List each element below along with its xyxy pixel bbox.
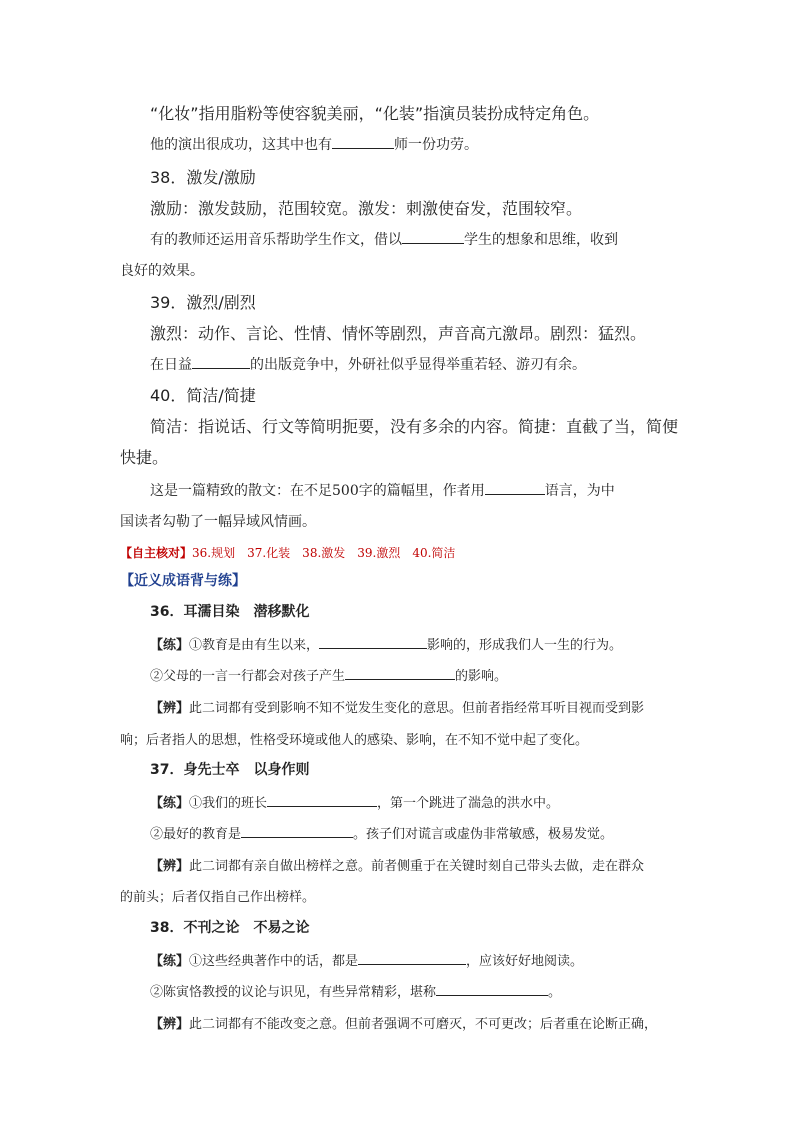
sentence-part: 在日益: [150, 357, 192, 373]
sentence-part: ，第一个跳进了湍急的洪水中。: [377, 796, 560, 811]
self-check-values: 36.规划 37.化装 38.激发 39.激烈 40.简洁: [192, 546, 456, 560]
practice-line: [150, 981, 561, 1000]
idiom-heading-38: 38．不刊之论 不易之论: [150, 920, 310, 936]
exercise-sentence-continued: 国读者勾勒了一幅异域风情画。: [120, 514, 316, 530]
heading-40: 40．简洁/简捷: [150, 386, 256, 405]
heading-39: 39．激烈/剧烈: [150, 293, 256, 312]
practice-tag: 【练】: [150, 638, 190, 653]
sentence-part: 。孩子们对谎言或虚伪非常敏感，极易发觉。: [353, 827, 614, 842]
self-check-label: 【自主核对】: [120, 546, 193, 560]
paragraph-huazhuang-definition: “化妆”指用脂粉等使容貌美丽，“化装”指演员装扮成特定角色。: [150, 104, 600, 123]
blank-line: [332, 134, 394, 149]
sentence-part: 的出版竞争中，外研社似乎显得举重若轻、游刃有余。: [250, 357, 586, 373]
blank-line: [402, 229, 464, 244]
distinction-tag: 【辨】: [150, 701, 190, 716]
sentence-part: ②最好的教育是: [150, 827, 242, 842]
definition-jilie-julie: 激烈：动作、言论、性情、情怀等剧烈，声音高亢激昂。剧烈：猛烈。: [150, 324, 647, 343]
practice-line: [150, 823, 613, 842]
sentence-part: ①这些经典著作中的话，都是: [189, 954, 359, 969]
sentence-part: 他的演出很成功，这其中也有: [150, 137, 332, 153]
distinction-line-continued: 响；后者指人的思想，性格受环境或他人的感染、影响，在不知不觉中起了变化。: [120, 733, 589, 748]
sentence-part: ①教育是由有生以来，: [189, 638, 320, 653]
heading-38: 38．激发/激励: [150, 168, 256, 187]
blank-line: [358, 950, 466, 965]
exercise-sentence: [150, 354, 586, 374]
self-check-answers: [120, 542, 455, 561]
distinction-line: [150, 1013, 657, 1032]
practice-line: [150, 950, 583, 969]
distinction-text: 此二词都有受到影响不知不觉发生变化的意思。但前者指经常耳听目视而受到影: [189, 701, 645, 716]
blank-line: [345, 665, 455, 680]
sentence-part: 语言，为中: [544, 483, 615, 499]
distinction-text: 此二词都有不能改变之意。但前者强调不可磨灭，不可更改；后者重在论断正确，: [189, 1017, 658, 1032]
sentence-part: 。: [548, 985, 562, 1000]
distinction-tag: 【辨】: [150, 859, 190, 874]
blank-line: [319, 634, 427, 649]
practice-tag: 【练】: [150, 954, 190, 969]
sentence-part: ②陈寅恪教授的议论与识见，有些异常精彩，堪称: [150, 985, 437, 1000]
distinction-text: 此二词都有亲自做出榜样之意。前者侧重于在关键时刻自己带头去做，走在群众: [189, 859, 645, 874]
exercise-sentence: [150, 480, 615, 500]
sentence-part: 影响的，形成我们人一生的行为。: [427, 638, 623, 653]
blank-line: [241, 823, 353, 838]
sentence-part: 的影响。: [455, 669, 508, 684]
idioms-section-heading: 【近义成语背与练】: [120, 573, 246, 589]
exercise-sentence: [150, 229, 618, 249]
definition-jili-jifa: 激励：激发鼓励，范围较宽。激发：刺激使奋发，范围较窄。: [150, 199, 583, 218]
sentence-part: ②父母的一言一行都会对孩子产生: [150, 669, 346, 684]
idiom-heading-36: 36．耳濡目染 潜移默化: [150, 604, 310, 620]
sentence-part: 这是一篇精致的散文：在不足500字的篇幅里，作者用: [150, 483, 485, 499]
practice-tag: 【练】: [150, 796, 190, 811]
exercise-sentence: [150, 134, 478, 154]
sentence-part: 学生的想象和思维，收到: [464, 232, 618, 248]
sentence-part: 师一份功劳。: [394, 137, 478, 153]
distinction-line-continued: 的前头；后者仅指自己作出榜样。: [120, 890, 316, 905]
distinction-line: [150, 697, 644, 716]
sentence-part: ，应该好好地阅读。: [466, 954, 584, 969]
exercise-sentence-continued: 良好的效果。: [120, 263, 204, 279]
blank-line: [192, 354, 250, 369]
distinction-line: [150, 855, 644, 874]
practice-line: [150, 792, 559, 811]
definition-jianjie-continued: 快捷。: [120, 448, 169, 467]
practice-line: [150, 634, 622, 653]
idiom-heading-37: 37．身先士卒 以身作则: [150, 762, 310, 778]
sentence-part: ①我们的班长: [189, 796, 268, 811]
blank-line: [267, 792, 377, 807]
blank-line: [485, 480, 545, 495]
sentence-part: 有的教师还运用音乐帮助学生作文，借以: [150, 232, 402, 248]
distinction-tag: 【辨】: [150, 1017, 190, 1032]
definition-jianjie: 简洁：指说话、行文等简明扼要，没有多余的内容。简捷：直截了当，简便: [150, 417, 679, 436]
blank-line: [436, 981, 548, 996]
practice-line: [150, 665, 507, 684]
